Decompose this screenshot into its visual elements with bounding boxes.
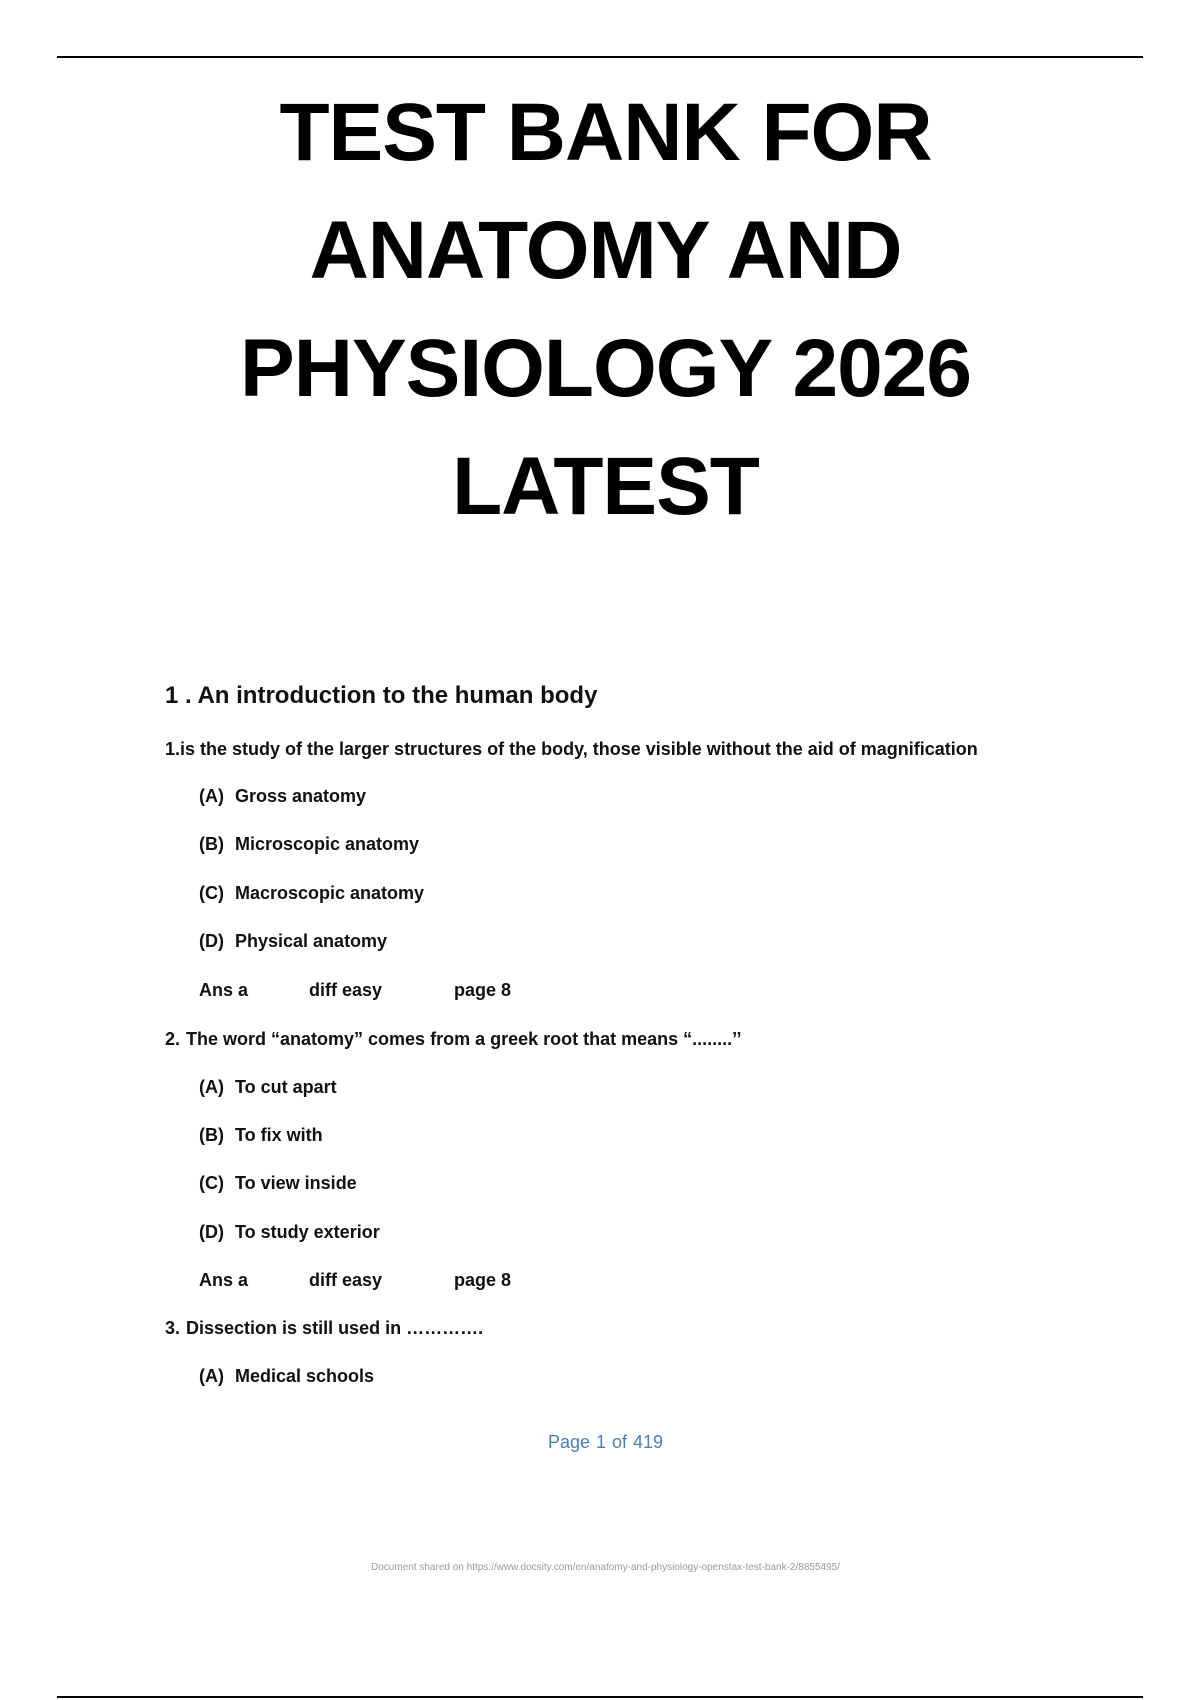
answer-key: Ans a bbox=[199, 1270, 249, 1290]
title-line-3: PHYSIOLOGY 2026 bbox=[240, 323, 971, 414]
question-2-option-c bbox=[199, 1173, 357, 1194]
question-1-option-d bbox=[199, 931, 387, 952]
question-3-option-a bbox=[199, 1366, 374, 1387]
option-text: To fix with bbox=[235, 1125, 323, 1145]
option-text: Medical schools bbox=[235, 1366, 375, 1386]
question-3-number: 3. bbox=[165, 1318, 181, 1338]
page-number bbox=[0, 1432, 1200, 1453]
section-heading: 1 . An introduction to the human body bbox=[165, 682, 598, 709]
question-3 bbox=[165, 1318, 483, 1339]
title-line-4: LATEST bbox=[452, 441, 759, 532]
option-letter: (C) bbox=[199, 883, 224, 903]
question-3-text: Dissection is still used in …………. bbox=[186, 1318, 484, 1338]
answer-difficulty: diff easy bbox=[309, 980, 383, 1000]
option-letter: (A) bbox=[199, 1366, 224, 1386]
option-text: Microscopic anatomy bbox=[235, 834, 420, 854]
question-2-option-b bbox=[199, 1125, 323, 1146]
title-line-2: ANATOMY AND bbox=[309, 205, 902, 296]
document-title bbox=[0, 74, 1200, 546]
option-text: Physical anatomy bbox=[235, 931, 388, 951]
answer-page: page 8 bbox=[454, 980, 512, 1000]
question-2-option-d bbox=[199, 1222, 380, 1243]
question-1-option-a bbox=[199, 786, 366, 807]
option-letter: (B) bbox=[199, 1125, 224, 1145]
question-1-option-c bbox=[199, 883, 424, 904]
answer-difficulty: diff easy bbox=[309, 1270, 383, 1290]
option-text: To cut apart bbox=[235, 1077, 337, 1097]
option-text: To view inside bbox=[235, 1173, 357, 1193]
question-2-text: The word “anatomy” comes from a greek root that means “........’’ bbox=[186, 1029, 742, 1049]
option-text: Macroscopic anatomy bbox=[235, 883, 425, 903]
bottom-rule bbox=[57, 1696, 1143, 1698]
title-line-1: TEST BANK FOR bbox=[279, 87, 932, 178]
question-1 bbox=[165, 739, 978, 760]
option-letter: (D) bbox=[199, 931, 224, 951]
option-letter: (A) bbox=[199, 1077, 224, 1097]
option-letter: (C) bbox=[199, 1173, 224, 1193]
option-text: To study exterior bbox=[235, 1222, 380, 1242]
question-1-text: is the study of the larger structures of the body, those visible without the aid of magnification bbox=[180, 739, 978, 759]
top-rule bbox=[57, 56, 1143, 58]
option-letter: (A) bbox=[199, 786, 224, 806]
option-letter: (D) bbox=[199, 1222, 224, 1242]
page-total: 419 bbox=[633, 1432, 664, 1452]
page-current: 1 bbox=[595, 1432, 606, 1452]
question-2-option-a bbox=[199, 1077, 337, 1098]
answer-key: Ans a bbox=[199, 980, 249, 1000]
footer-source-note: Document shared on https://www.docsity.com/en/anatomy-and-physiology-openstax-test-bank-2/8855495/ bbox=[371, 1562, 840, 1573]
question-2 bbox=[165, 1029, 741, 1050]
answer-page: page 8 bbox=[454, 1270, 512, 1290]
page-of: of bbox=[612, 1432, 628, 1452]
question-2-number: 2. bbox=[165, 1029, 181, 1049]
question-1-option-b bbox=[199, 834, 419, 855]
question-1-number: 1. bbox=[165, 739, 181, 759]
option-letter: (B) bbox=[199, 834, 224, 854]
option-text: Gross anatomy bbox=[235, 786, 367, 806]
page-word: Page bbox=[547, 1432, 590, 1452]
